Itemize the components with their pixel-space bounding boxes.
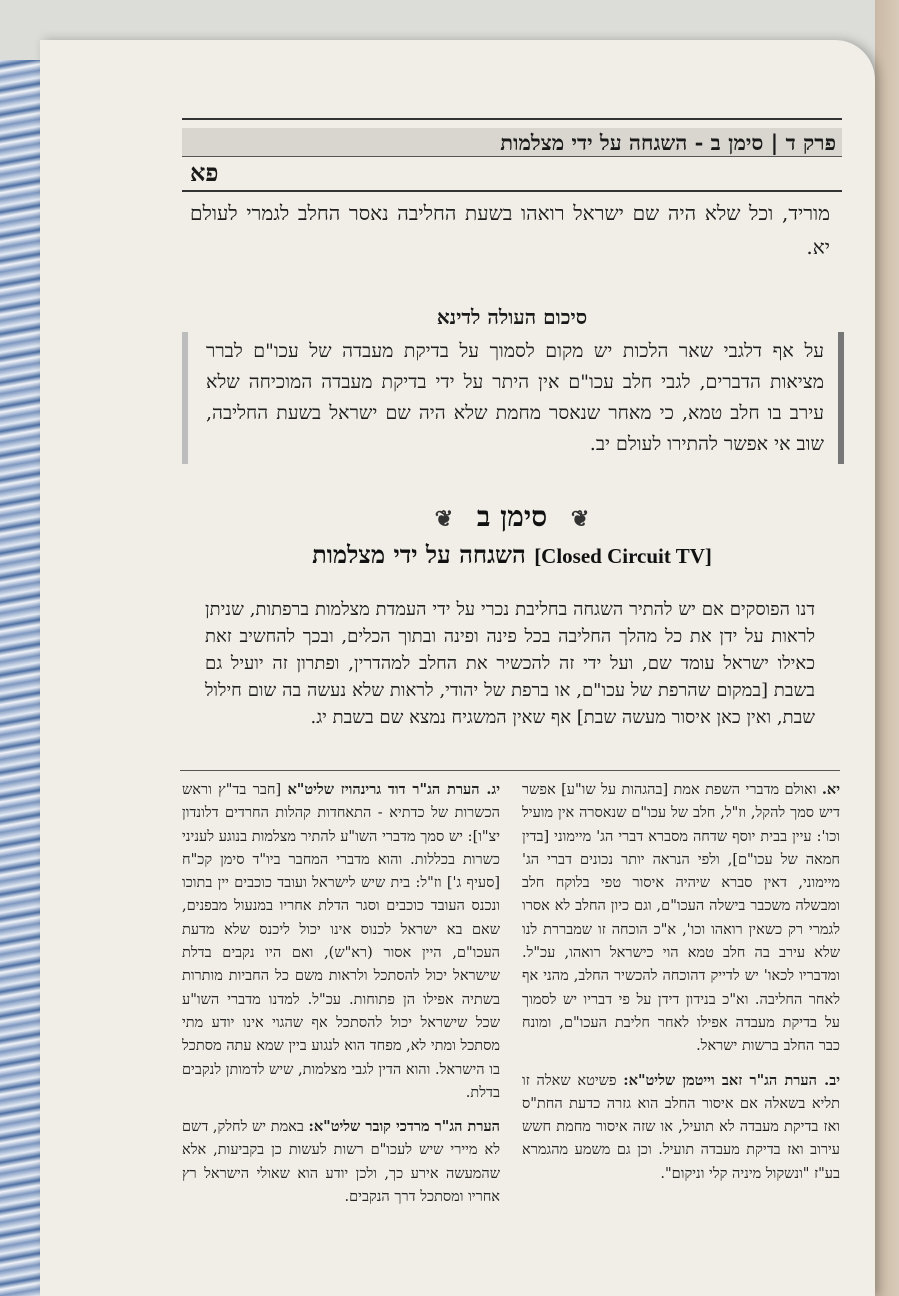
summary-box	[182, 332, 844, 464]
footnote-12-text: פשיטא שאלה זו תליא בשאלה אם איסור החלב הוא גזרה כדעת החת"ס ואז בדיקת מעבדה לא תועיל, או שזה איסור מחמת חשש עירוב ואז בדיקת מעבדה תועיל. וכן גם משמע מהגמרא בע"ז "ונשקול מיניה קלי וניקום".	[522, 1072, 840, 1182]
page-number: פא	[190, 158, 219, 187]
footnote-13-text: [חבר בד"ץ וראש הכשרות של כדתיא - התאחדות קהלות החרדים דלונדון יצ"ו]: יש סמך מדברי השו"ע להתיר מצלמות בנוגע לעניני כשרות בכללות. והוא מדברי המחבר ביו"ד סימן קכ"ח [סעיף ג'] וז"ל: בית שיש לישראל ועובד כוכבים יין בתוכו ונכנס העובד כוכבים וסגר הדלת אחריו במנעול מבפנים, שאם בא ישראל לכנוס אינו יכול ליכנס שלא מדעת העכו"ם, היין אסור (רא"ש), ואם היו נקבים בדלת שישראל יכול להסתכל ולראות משם כל החביות מותרות בשתיה אפילו הן פתוחות. עכ"ל. למדנו מדברי השו"ע שכל שישראל יכול להסתכל אף שהגוי אינו יודע מתי מסתכל ומתי לא, מפחד הוא לנגוע ביין שמא עתה מסתכל בו הישראל. והוא הדין לגבי מצלמות, שיש לדמותן לנקבים בדלת.	[182, 782, 500, 1101]
section-subtitle-english: [Closed Circuit TV]	[534, 544, 712, 568]
footnote-12-head: יב. הערת הג"ר זאב וייטמן שליט"א:	[623, 1071, 841, 1089]
section-subtitle-hebrew: השגחה על ידי מצלמות	[312, 540, 526, 569]
running-header	[182, 118, 842, 192]
ornament-icon: ❦	[570, 506, 590, 532]
footnote-12	[522, 1069, 840, 1186]
section-body: דנו הפוסקים אם יש להתיר השגחה בחליבת נכרי על ידי העמדת מצלמות ברפתות, שניתן לראות על ידן את כל מהלך החליבה בכל פינה ופינה ובתוך הכלים, ובכך להחשיב זאת כאילו ישראל עומד שם, ועל ידי זה להכשיר את החלב למהדרין, ופתרון זה יועיל גם בשבת [במקום שהרפת של עכו"ם, או ברפת של יהודי, לראות שלא נעשה בה שום חילול שבת, ואין כאן איסור מעשה שבת] אף שאין המשגיח נמצא שם בשבת יג.	[205, 599, 815, 728]
page-edge	[875, 0, 899, 1296]
footnote-11-text: ואולם מדברי השפת אמת [בהגהות על שו"ע] אפשר דיש סמך להקל, וז"ל, חלב של עכו"ם שנאסרה אין מועיל וכו': עיין בבית יוסף שדחה מסברא דברי הג' מיימוני [בדין חמאה של עכו"ם], ולפי הנראה יותר נכונים דברי הג' מיימוני, דאין סברא שיהיה איסור טפי בלוקח חלב ומבשלה משכבר בישלה העכו"ם, וגם כיון החלב לא אסרו לגמרי רק כשאין רואהו וכו', א"כ הוכחה זו שמבררת לנו שלא עירב בה חלב טמא הוי כישראל רואהו, עכ"ל. ומדבריו לכאו' יש לדייק דהוכחה להכשיר החלב, מהני אף לאחר החליבה. וא"כ בנידון דידן על פי דבריו יש לסמוך על בדיקת מעבדה אפילו לאחר חליבת העכו"ם, ומונח כבר החלב ברשות ישראל.	[522, 782, 840, 1055]
summary-text: על אף דלגבי שאר הלכות יש מקום לסמוך על בדיקת מעבדה של עכו"ם לברר מציאות הדברים, לגבי חלב עכו"ם אין היתר על ידי בדיקת מעבדה המוכיחה שלא עירב בו חלב טמא, כי מאחר שנאסר מחמת שלא היה שם ישראל בשעת החליבה, שוב אי אפשר להתירו לעולם יב.	[206, 340, 824, 455]
footnotes-right-column	[522, 778, 840, 1196]
ornament-icon: ❦	[434, 506, 454, 532]
section-heading	[182, 500, 842, 534]
footnote-11-head: יא.	[821, 781, 841, 798]
footnote-kuber-text: באמת יש לחלק, דשם לא מיירי שיש לעכו"ם רשות לעשות כן בקביעות, אלא שהמעשה אירע כך, ולכן יודע הוא שאולי הישראל רץ אחריו ומסתכל דרך הנקבים.	[182, 1119, 500, 1206]
footnotes-left-column	[182, 778, 500, 1219]
footnote-kuber-head: הערת הג"ר מרדכי קובר שליט"א:	[308, 1118, 501, 1136]
footnote-divider	[180, 770, 840, 771]
summary-title: סיכום העולה לדינא	[436, 305, 588, 329]
section-subtitle	[182, 540, 842, 570]
book-binding	[0, 60, 40, 1296]
intro-paragraph: מוריד, וכל שלא היה שם ישראל רואהו בשעת החליבה נאסר החלב לגמרי לעולם יא.	[190, 201, 830, 259]
running-title: פרק ד | סימן ב - השגחה על ידי מצלמות	[500, 130, 836, 155]
section-heading-text: סימן ב	[476, 500, 548, 533]
footnote-kuber	[182, 1115, 500, 1209]
footnote-11	[522, 778, 840, 1059]
footnote-13-head: יג. הערת הג"ר דוד גרינהויז שליט"א	[287, 781, 501, 798]
footnote-13	[182, 778, 500, 1105]
